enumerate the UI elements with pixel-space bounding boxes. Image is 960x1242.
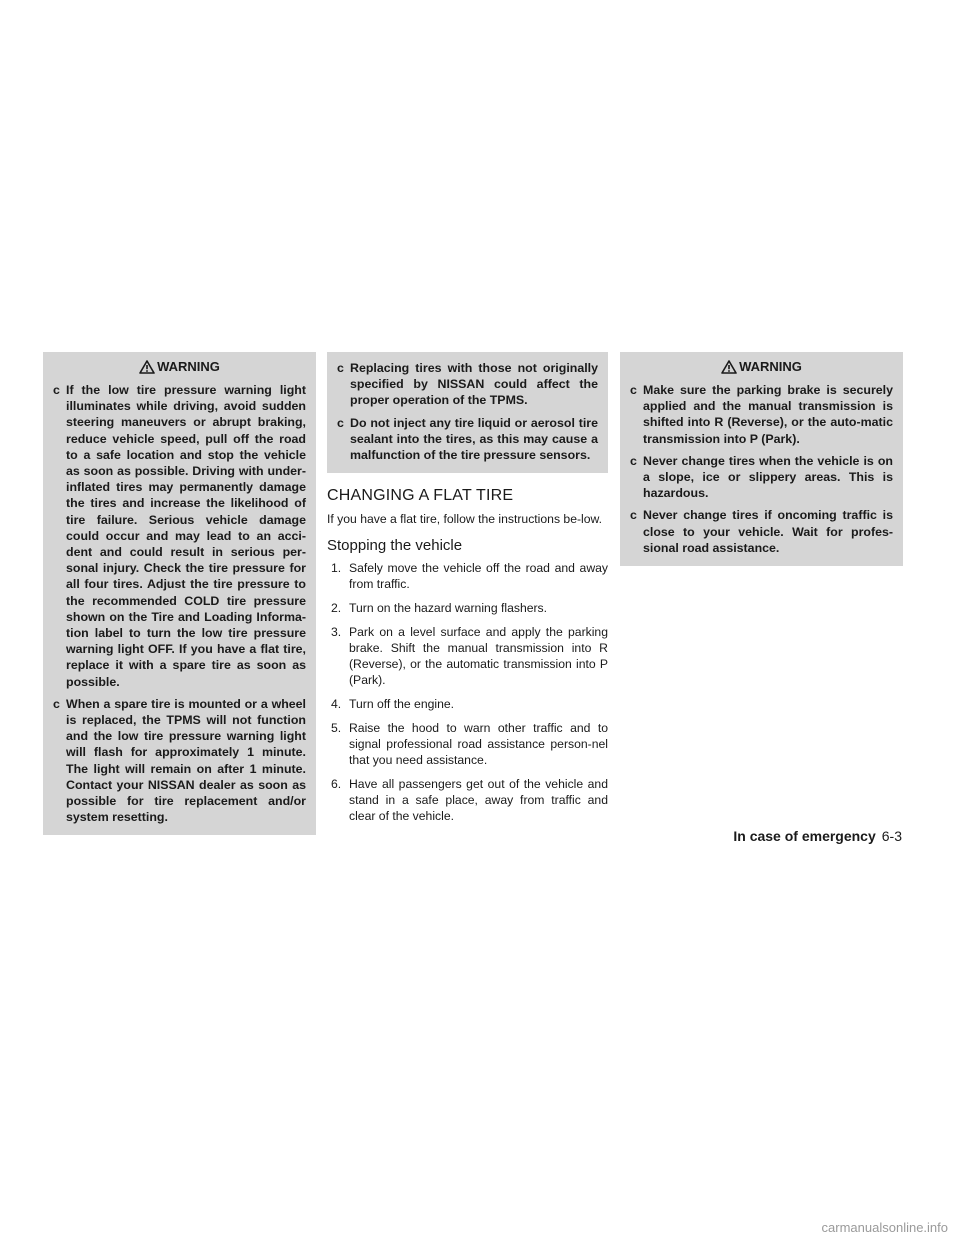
warning-box-continued bbox=[327, 352, 608, 473]
warning-bullet-text: Never change tires if oncoming traffic is close to your vehicle. Wait for profes-sional road assistance. bbox=[643, 508, 893, 555]
step-item bbox=[327, 776, 608, 824]
bullet-mark: c bbox=[53, 383, 60, 397]
warning-bullet-text: Do not inject any tire liquid or aerosol tire sealant into the tires, as this may cause a malfunction of the tire pressure sensors. bbox=[350, 415, 598, 463]
step-item bbox=[327, 696, 608, 712]
warning-label: WARNING bbox=[157, 359, 220, 374]
warning-heading bbox=[53, 358, 306, 376]
step-item bbox=[327, 600, 608, 616]
steps-list bbox=[327, 560, 608, 824]
warning-triangle-icon bbox=[721, 360, 737, 374]
step-text: Raise the hood to warn other traffic and to signal professional road assistance person-nel that you need assistance. bbox=[349, 721, 608, 768]
warning-label: WARNING bbox=[739, 359, 802, 374]
warning-bullet bbox=[337, 360, 598, 409]
warning-triangle-icon bbox=[139, 360, 155, 374]
step-item bbox=[327, 560, 608, 592]
warning-heading bbox=[630, 358, 893, 376]
step-text: Turn off the engine. bbox=[349, 697, 455, 712]
column-middle bbox=[327, 352, 608, 832]
page-footer bbox=[733, 828, 902, 844]
step-text: Safely move the vehicle off the road and away from traffic. bbox=[349, 561, 608, 592]
step-text: Park on a level surface and apply the parking brake. Shift the manual transmission into R (Reverse), or the automatic transmission into P (Park). bbox=[349, 625, 608, 688]
step-number: 3. bbox=[331, 625, 342, 640]
step-number: 5. bbox=[331, 721, 342, 736]
bullet-mark: c bbox=[630, 383, 637, 397]
warning-bullet-text: Replacing tires with those not originally specified by NISSAN could affect the proper operation of the TPMS. bbox=[350, 361, 598, 408]
step-item bbox=[327, 624, 608, 688]
warning-bullet-text: Never change tires when the vehicle is on a slope, ice or slippery areas. This is hazardous. bbox=[643, 453, 893, 501]
warning-bullet bbox=[53, 696, 306, 826]
warning-bullet bbox=[337, 415, 598, 464]
section-intro: If you have a flat tire, follow the instructions be-low. bbox=[327, 512, 603, 527]
footer-page-number: 6-3 bbox=[881, 828, 902, 844]
step-text: Turn on the hazard warning flashers. bbox=[349, 601, 548, 616]
bullet-mark: c bbox=[53, 696, 60, 711]
warning-bullet bbox=[630, 507, 893, 556]
step-number: 1. bbox=[331, 561, 342, 576]
warning-box-changing bbox=[620, 352, 903, 566]
step-number: 6. bbox=[331, 777, 342, 792]
warning-box-tpms bbox=[43, 352, 316, 835]
warning-bullet bbox=[630, 382, 893, 447]
warning-bullet-text: If the low tire pressure warning light illuminates while driving, avoid sudden steering maneuvers or abrupt braking, reduce vehicle speed, pull off the road to a safe location and stop the vehicle as soon as possible. Driving with under-inflated tires may permanently damage the tires and increase the likelihood of tire failure. Serious vehicle damage could occur and may lead to an acci-dent and could result in serious per-sonal injury. Check the tire pressure for all four tires. Adjust the tire pressure to the recommended COLD tire pressure shown on the Tire and Loading Informa-tion label to turn the low tire pressure warning light OFF. If you have a flat tire, replace it with a spare tire as soon as possible. bbox=[66, 383, 306, 689]
bullet-mark: c bbox=[630, 508, 637, 523]
bullet-mark: c bbox=[630, 453, 637, 468]
bullet-mark: c bbox=[337, 361, 344, 375]
column-left bbox=[43, 352, 316, 835]
step-text: Have all passengers get out of the vehicle and stand in a safe place, away from traffic and clear of the vehicle. bbox=[349, 777, 608, 824]
column-right bbox=[620, 352, 903, 566]
warning-bullet bbox=[630, 453, 893, 502]
step-number: 4. bbox=[331, 697, 342, 712]
warning-bullet bbox=[53, 382, 306, 690]
watermark: carmanualsonline.info bbox=[821, 1220, 948, 1235]
subsection-title: Stopping the vehicle bbox=[327, 537, 463, 555]
section-title: CHANGING A FLAT TIRE bbox=[327, 487, 514, 505]
step-item bbox=[327, 720, 608, 768]
warning-bullet-text: When a spare tire is mounted or a wheel is replaced, the TPMS will not function and the low tire pressure warning light will flash for approximately 1 minute. The light will remain on after 1 minute. Contact your NISSAN dealer as soon as possible for tire replacement and/or system resetting. bbox=[66, 696, 306, 825]
step-number: 2. bbox=[331, 601, 342, 616]
bullet-mark: c bbox=[337, 415, 344, 430]
footer-section-name: In case of emergency bbox=[733, 828, 876, 844]
warning-bullet-text: Make sure the parking brake is securely applied and the manual transmission is shifted into R (Reverse), or the auto-matic transmission into P (Park). bbox=[643, 383, 893, 446]
